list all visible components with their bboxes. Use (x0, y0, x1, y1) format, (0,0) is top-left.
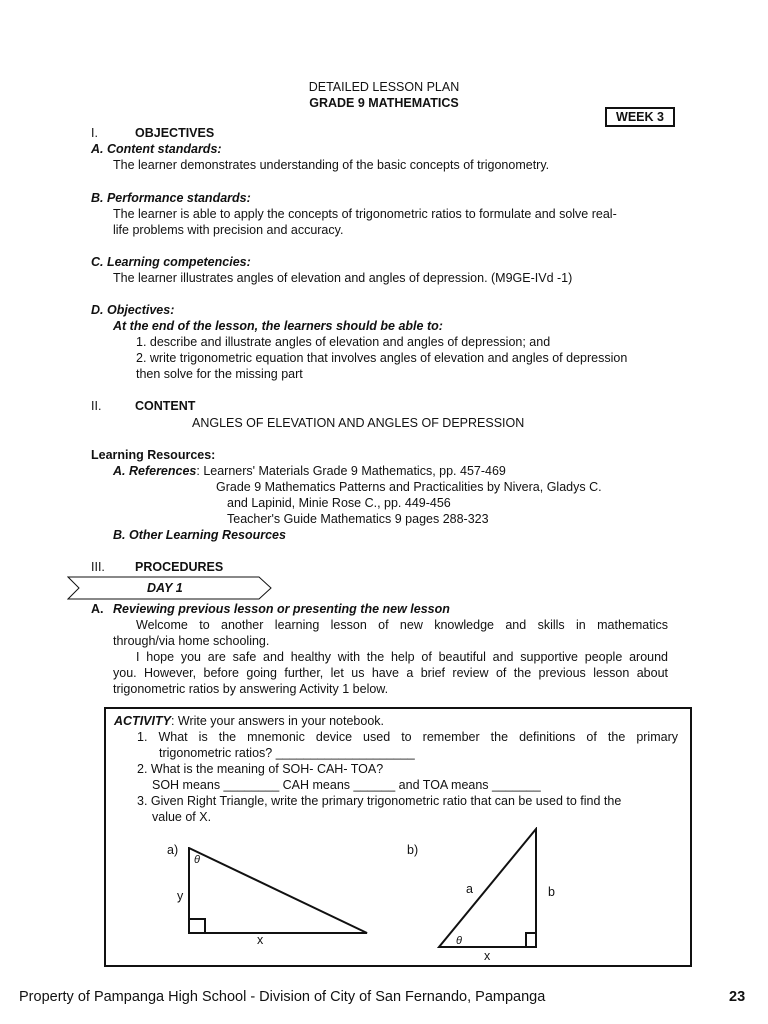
learning-competencies-text: The learner illustrates angles of elevation and angles of depression. (M9GE-IVd -1) (113, 271, 573, 285)
triangle-b-side-x: x (484, 949, 491, 963)
activity-label: ACTIVITY (114, 714, 171, 728)
content-topic: ANGLES OF ELEVATION AND ANGLES OF DEPRESSION (192, 416, 525, 430)
day-banner (67, 576, 272, 600)
procedures-heading: PROCEDURES (135, 560, 224, 574)
day-label: DAY 1 (147, 581, 183, 595)
doc-title: DETAILED LESSON PLAN (308, 80, 460, 94)
activity-header (114, 713, 384, 729)
performance-standards-label: B. Performance standards: (91, 191, 251, 205)
triangle-b-side-b: b (548, 885, 555, 899)
page-number: 23 (729, 989, 746, 1005)
activity-box (104, 707, 692, 967)
triangle-b (436, 827, 540, 951)
triangle-a-theta: θ (194, 854, 200, 866)
procedures-number: III. (91, 560, 105, 574)
content-number: II. (91, 399, 102, 413)
triangle-a-side-y: y (177, 889, 184, 903)
objective-item-2b: then solve for the missing part (136, 367, 303, 381)
welcome-line-1: Welcome to another learning lesson of new knowledge and skills in mathematics (136, 618, 668, 632)
learning-competencies-label: C. Learning competencies: (91, 255, 251, 269)
reference-2b: and Lapinid, Minie Rose C., pp. 449-456 (227, 496, 451, 510)
triangle-b-theta: θ (456, 935, 462, 947)
triangle-b-outline (439, 829, 536, 947)
performance-standards-text-1: The learner is able to apply the concepts of trigonometric ratios to formulate and solve real- (113, 207, 617, 221)
triangle-a-outline (189, 848, 367, 933)
triangle-b-side-a: a (466, 882, 473, 896)
question-3-line-2: value of X. (152, 810, 212, 824)
resources-heading: Learning Resources: (91, 448, 216, 462)
week-badge: WEEK 3 (605, 107, 675, 127)
figure-b-label: b) (407, 843, 419, 857)
reference-3: Teacher's Guide Mathematics 9 pages 288-323 (227, 512, 489, 526)
question-2-line-1: 2. What is the meaning of SOH- CAH- TOA? (137, 762, 384, 776)
reference-1: : Learners' Materials Grade 9 Mathematics, pp. 457-469 (196, 464, 506, 478)
other-resources-label: B. Other Learning Resources (113, 528, 286, 542)
question-3-line-1: 3. Given Right Triangle, write the primary trigonometric ratio that can be used to find the (137, 794, 622, 808)
footer-property: Property of Pampanga High School - Division of City of San Fernando, Pampanga (19, 989, 546, 1005)
intro-line-3: trigonometric ratios by answering Activity 1 below. (113, 682, 389, 696)
reference-2a: Grade 9 Mathematics Patterns and Practicalities by Nivera, Gladys C. (216, 480, 602, 494)
content-standards-label: A. Content standards: (91, 142, 222, 156)
objectives-label: D. Objectives: (91, 303, 175, 317)
objectives-heading: OBJECTIVES (135, 126, 215, 140)
triangle-a (186, 847, 371, 937)
doc-subtitle: GRADE 9 MATHEMATICS (309, 96, 459, 110)
figure-a-label: a) (167, 843, 179, 857)
content-heading: CONTENT (135, 399, 196, 413)
question-2-line-2: SOH means ________ CAH means ______ and TOA means _______ (152, 778, 541, 792)
intro-line-2: you. However, before going further, let us have a brief review of the previous lesson about (113, 666, 668, 680)
objectives-number: I. (91, 126, 98, 140)
intro-line-1: I hope you are safe and healthy with the help of beautiful and supportive people around (136, 650, 668, 664)
objective-item-2a: 2. write trigonometric equation that involves angles of elevation and angles of depression (136, 351, 628, 365)
objectives-intro: At the end of the lesson, the learners should be able to: (113, 319, 443, 333)
welcome-line-2: through/via home schooling. (113, 634, 270, 648)
references-line-1 (113, 463, 506, 479)
references-label: A. References (113, 464, 197, 478)
triangle-a-right-angle (189, 919, 205, 933)
triangle-b-right-angle (526, 933, 536, 947)
question-1-line-1: 1. What is the mnemonic device used to remember the definitions of the primary (137, 730, 678, 744)
performance-standards-text-2: life problems with precision and accuracy. (113, 223, 344, 237)
triangle-a-side-x: x (257, 933, 264, 947)
activity-instruction: : Write your answers in your notebook. (170, 714, 385, 728)
question-1-line-2: trigonometric ratios? ____________________ (159, 746, 415, 760)
procedure-a-label: Reviewing previous lesson or presenting the new lesson (113, 602, 450, 616)
objective-item-1: 1. describe and illustrate angles of elevation and angles of depression; and (136, 335, 551, 349)
procedure-a-number: A. (91, 602, 104, 616)
content-standards-text: The learner demonstrates understanding of the basic concepts of trigonometry. (113, 158, 550, 172)
